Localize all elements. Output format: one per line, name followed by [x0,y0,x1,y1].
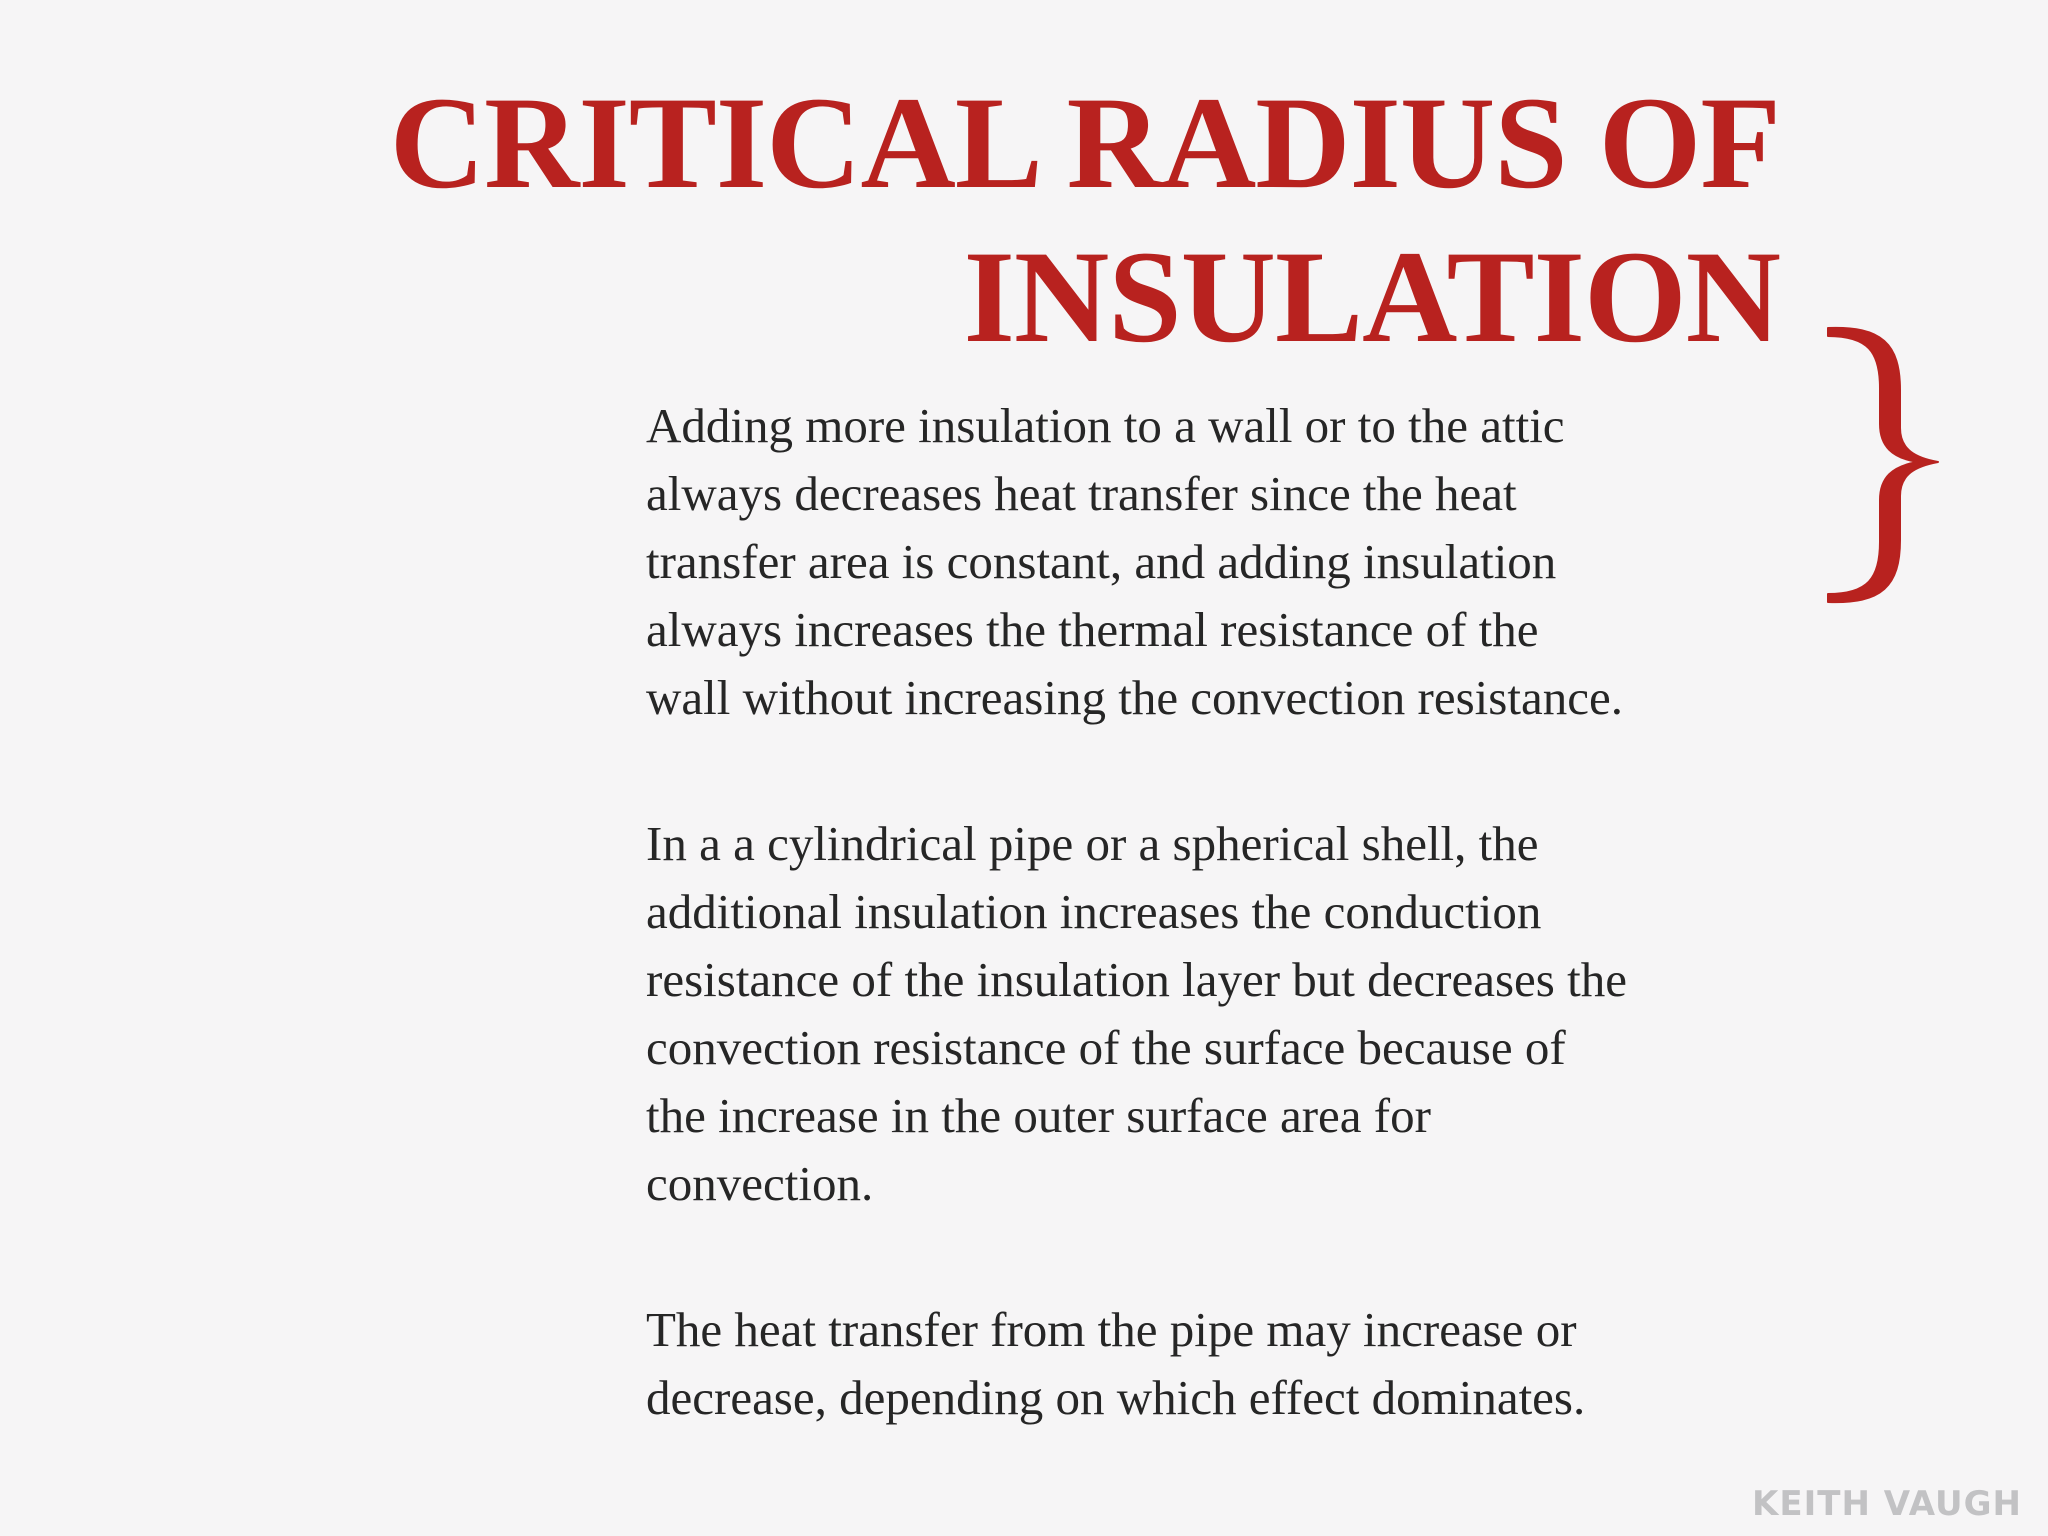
author-watermark: KEITH VAUGH [1752,1484,2022,1524]
text-line: convection. [646,1156,874,1211]
paragraph-conclusion [646,1296,1796,1432]
text-line: the increase in the outer surface area for [646,1088,1431,1143]
paragraph-flat-wall [646,392,1796,732]
right-curly-brace-icon [1820,310,1960,620]
text-line: always decreases heat transfer since the heat [646,466,1517,521]
text-line: transfer area is constant, and adding insulation [646,534,1557,589]
slide-title [330,66,1780,374]
title-line-2: INSULATION [963,223,1780,370]
text-line: Adding more insulation to a wall or to the attic [646,398,1565,453]
text-line: In a a cylindrical pipe or a spherical shell, the [646,816,1539,871]
paragraph-cylinder-sphere [646,810,1796,1218]
text-line: additional insulation increases the conduction [646,884,1542,939]
text-line: wall without increasing the convection resistance. [646,670,1623,725]
slide-body [646,392,1796,1510]
text-line: The heat transfer from the pipe may increase or [646,1302,1577,1357]
text-line: always increases the thermal resistance of the [646,602,1539,657]
text-line: convection resistance of the surface because of [646,1020,1566,1075]
title-line-1: CRITICAL RADIUS OF [389,69,1780,216]
text-line: resistance of the insulation layer but decreases the [646,952,1627,1007]
text-line: decrease, depending on which effect dominates. [646,1370,1586,1425]
